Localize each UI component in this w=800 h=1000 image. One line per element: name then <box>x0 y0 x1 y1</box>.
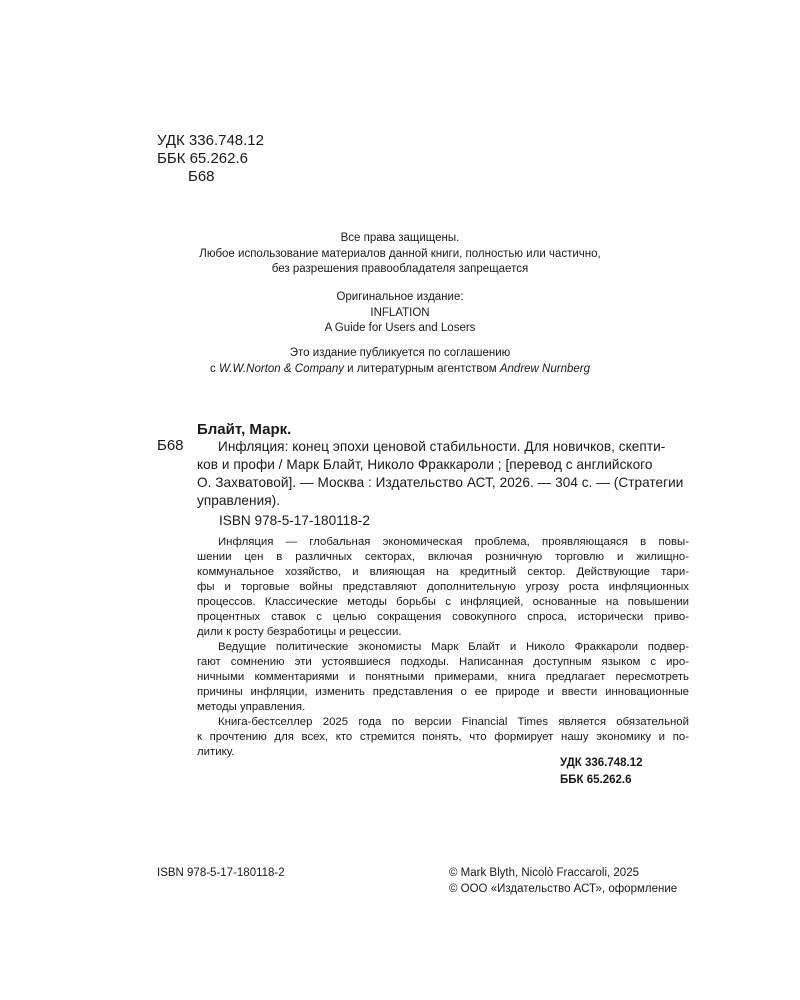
annotation-line: процентных ставок с целью сокращения совокупного спроса, исторически приво- <box>197 611 689 623</box>
annotation-line: методы управления. <box>197 701 306 713</box>
annotation-line: к прочтению для всех, кто стремится понять, что формирует нашу экономику и по- <box>197 731 689 743</box>
udk-code-bold: УДК 336.748.12 <box>560 757 643 769</box>
footer-isbn: ISBN 978-5-17-180118-2 <box>157 867 285 879</box>
annotation-line: процессов. Классические методы борьбы с инфляцией, основанные на повышении <box>197 596 689 608</box>
bbk-code: ББК 65.262.6 <box>157 150 248 167</box>
card-description <box>197 438 689 510</box>
copyright-line-2: © ООО «Издательство АСТ», оформление <box>449 883 678 895</box>
agreement-agency: Andrew Nurnberg <box>499 362 590 375</box>
card-desc-line: ков и профи / Марк Блайт, Николо Фраккароли ; [перевод с английского <box>197 457 653 472</box>
card-desc-line: О. Захватовой]. — Москва : Издательство АСТ, 2026. — 304 с. — (Стратегии <box>197 475 684 490</box>
agreement-line-2 <box>0 362 800 378</box>
agreement-line-1: Это издание публикуется по соглашению <box>289 347 511 359</box>
card-isbn: ISBN 978-5-17-180118-2 <box>219 513 370 528</box>
original-subtitle: A Guide for Users and Losers <box>324 322 476 334</box>
original-edition <box>0 290 800 337</box>
agreement-prefix: с <box>209 362 219 375</box>
card-author-mark: Б68 <box>157 437 184 454</box>
udk-code: УДК 336.748.12 <box>157 132 264 149</box>
publication-agreement <box>0 346 800 377</box>
udk-bbk-block <box>560 755 689 789</box>
original-edition-label: Оригинальное издание: <box>336 291 464 303</box>
annotation-line: Книга-бестселлер 2025 года по версии Financial Times является обязательной <box>218 716 689 728</box>
annotation-line: причины инфляции, изменить представления о ее природе и ввести инновационные <box>197 686 689 698</box>
annotation-line: дили к росту безработицы и рецессии. <box>197 626 402 638</box>
original-title: INFLATION <box>370 306 430 319</box>
rights-line-3: без разрешения правообладателя запрещается <box>271 263 529 275</box>
annotation-line: гают сомнению эти устоявшиеся подходы. Написанная доступным языком с иро- <box>197 656 689 668</box>
card-desc-line: Инфляция: конец эпохи ценовой стабильности. Для новичков, скепти- <box>218 439 666 454</box>
bbk-code-bold: ББК 65.262.6 <box>560 774 632 786</box>
copyright-block <box>449 865 677 897</box>
card-desc-line: управления). <box>197 493 281 508</box>
copyright-line-1: © Mark Blyth, Nicolò Fraccaroli, 2025 <box>449 867 639 879</box>
annotation-line: коммунальное хозяйство, и влияющая на кредитный сектор. Действующие тари- <box>197 566 689 578</box>
rights-line-1: Все права защищены. <box>340 232 460 244</box>
annotation <box>197 535 689 760</box>
annotation-line: шении цен в различных секторах, включая розничную торговлю и жилищно- <box>197 551 689 563</box>
annotation-line: Ведущие политические экономисты Марк Блайт и Николо Фраккароли подвер- <box>218 641 689 653</box>
agreement-middle: и литературным агентством <box>343 362 500 375</box>
author-mark: Б68 <box>188 168 215 185</box>
rights-notice <box>0 231 800 278</box>
annotation-line: фы и торговые войны представляют дополнительную угрозу роста инфляционных <box>197 581 689 593</box>
annotation-line: литику. <box>197 746 235 758</box>
card-author: Блайт, Марк. <box>197 421 292 438</box>
agreement-publisher: W.W.Norton & Company <box>218 362 344 375</box>
annotation-line: ничными комментариями и понятными примерами, книга предлагает пересмотреть <box>197 671 689 683</box>
annotation-line: Инфляция — глобальная экономическая проблема, проявляющаяся в повы- <box>218 536 689 548</box>
classification-codes <box>157 132 264 186</box>
rights-line-2: Любое использование материалов данной книги, полностью или частично, <box>199 247 601 260</box>
